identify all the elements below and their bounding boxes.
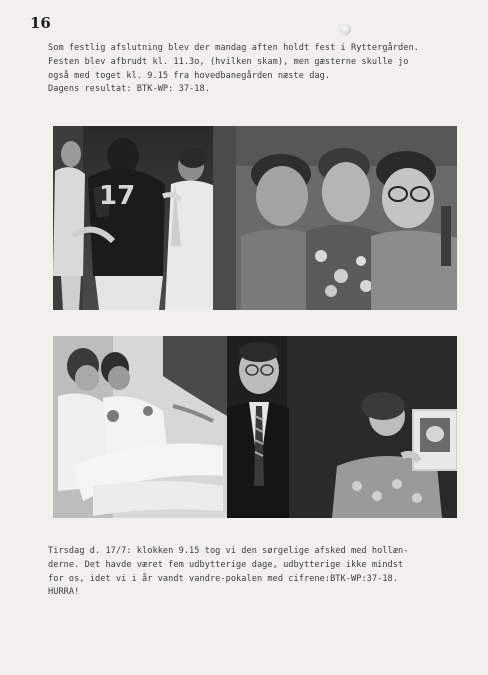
photo-dancing-couple bbox=[53, 126, 236, 310]
page-number: 16 bbox=[30, 14, 51, 32]
paragraph-fest bbox=[48, 42, 419, 97]
photo-three-faces bbox=[236, 126, 457, 310]
text-line: også med toget kl. 9.15 fra hovedbanegården næste dag. bbox=[48, 70, 331, 81]
text-line: for os, idet vi i år vandt vandre-pokalen med cifrene:BTK-WP:37-18. bbox=[48, 573, 398, 584]
jersey-number: 17 bbox=[99, 181, 136, 211]
photo-man-and-woman-with-frame bbox=[227, 336, 457, 518]
text-line: Som festlig afslutning blev der mandag aften holdt fest i Ryttergården. bbox=[48, 43, 419, 53]
paper-spot bbox=[340, 24, 351, 35]
text-line: derne. Det havde været fem udbytterige dage, udbytterige ikke mindst bbox=[48, 559, 404, 570]
text-line: HURRA! bbox=[48, 587, 80, 598]
paragraph-farewell bbox=[48, 545, 408, 600]
text-line: Festen blev afbrudt kl. 11.3o, (hvilken skam), men gæsterne skulle jo bbox=[48, 56, 409, 67]
text-line: Tirsdag d. 17/7: klokken 9.15 tog vi den sørgelige afsked med hollæn- bbox=[48, 546, 409, 556]
photo-seated-girls bbox=[53, 336, 227, 518]
text-line: Dagens resultat: BTK-WP: 37-18. bbox=[48, 84, 210, 95]
